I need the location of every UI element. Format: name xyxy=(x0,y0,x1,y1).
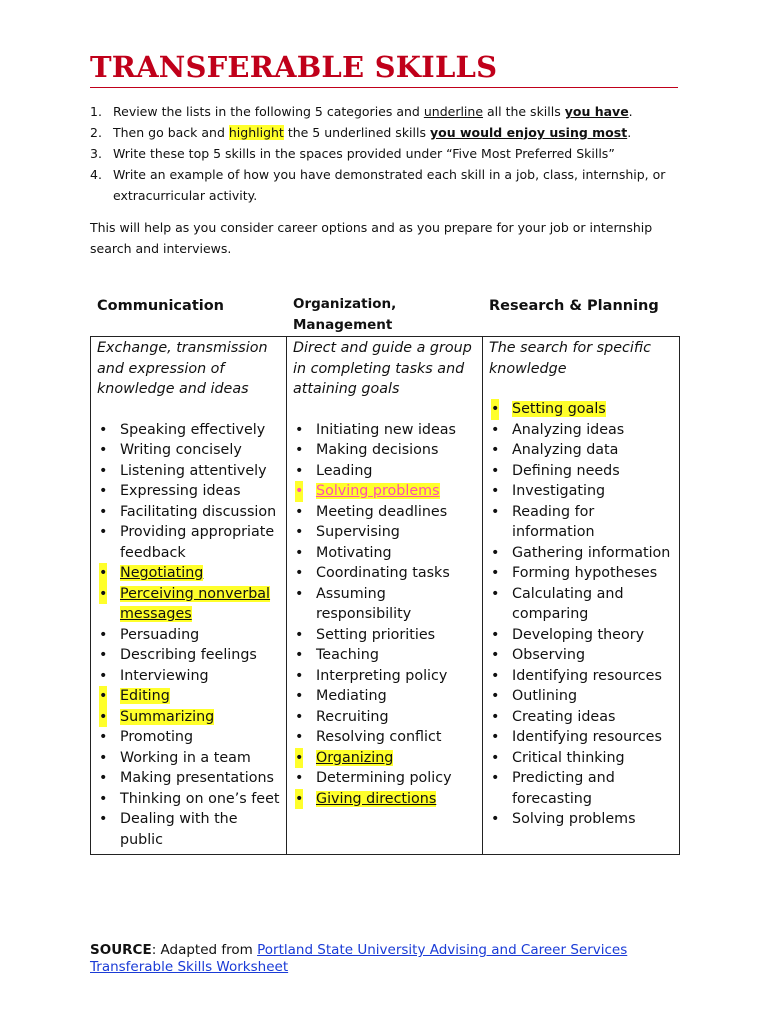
skill-label: Predicting and forecasting xyxy=(512,770,615,807)
skill-list xyxy=(489,399,675,830)
skill-label: Making presentations xyxy=(120,770,274,786)
column-organization xyxy=(287,337,483,855)
column-description: Exchange, transmission and expression of knowledge and ideas xyxy=(97,340,268,397)
skill-label: Organizing xyxy=(316,749,394,766)
skill-item xyxy=(293,440,478,461)
bullet-icon: • xyxy=(491,483,500,499)
instruction-text: highlight xyxy=(228,125,284,140)
skill-label: Analyzing data xyxy=(512,442,619,458)
skill-label: Negotiating xyxy=(120,565,204,581)
bullet-icon: • xyxy=(99,686,107,707)
bullet-icon: • xyxy=(491,708,500,725)
bullet-icon: • xyxy=(491,565,500,581)
skill-label: Making decisions xyxy=(316,442,439,458)
bullet-icon: • xyxy=(491,749,500,766)
skill-label: Critical thinking xyxy=(512,749,625,766)
bullet-icon: • xyxy=(295,421,304,438)
skill-item xyxy=(293,481,478,502)
skill-label: Determining policy xyxy=(316,770,452,786)
skill-item xyxy=(97,461,282,482)
bullet-icon: • xyxy=(295,524,304,540)
bullet-icon: • xyxy=(295,789,303,810)
instruction-number: 2. xyxy=(90,125,102,140)
skill-label: Setting priorities xyxy=(316,626,436,643)
bullet-icon: • xyxy=(491,503,500,520)
bullet-icon: • xyxy=(99,749,108,766)
skill-item xyxy=(97,440,282,461)
skill-label: Speaking effectively xyxy=(120,421,266,438)
skill-label: Interviewing xyxy=(120,667,209,684)
skill-item xyxy=(97,686,282,707)
source-text: : Adapted from xyxy=(151,942,258,958)
skill-item xyxy=(489,399,675,420)
skill-item xyxy=(293,768,478,789)
bullet-icon: • xyxy=(99,626,108,643)
skill-label: Initiating new ideas xyxy=(316,421,456,438)
bullet-icon: • xyxy=(99,647,108,663)
bullet-icon: • xyxy=(491,647,500,663)
skill-item xyxy=(97,584,282,625)
bullet-icon: • xyxy=(491,399,499,420)
skill-item xyxy=(489,768,675,809)
column-description: Direct and guide a group in completing tasks and attaining goals xyxy=(293,340,472,397)
skill-item xyxy=(293,461,478,482)
skill-item xyxy=(293,563,478,584)
instruction-item xyxy=(90,164,680,206)
bullet-icon: • xyxy=(491,442,500,458)
skill-item xyxy=(489,584,675,625)
bullet-icon: • xyxy=(99,584,107,605)
skill-label: Summarizing xyxy=(120,708,215,725)
skill-list xyxy=(293,420,478,810)
skill-label: Expressing ideas xyxy=(120,483,241,499)
bullet-icon: • xyxy=(295,688,304,704)
skill-label: Coordinating tasks xyxy=(316,565,450,581)
skill-item xyxy=(97,502,282,523)
bullet-icon: • xyxy=(491,626,500,643)
bullet-icon: • xyxy=(99,770,108,786)
bullet-icon: • xyxy=(99,790,108,807)
instruction-text: Write an example of how you have demonstrated each skill in a job, class, internship, or extracurricular activity. xyxy=(113,167,666,203)
source-link[interactable]: Portland State University Advising and Career Services Transferable Skills Worksheet xyxy=(90,942,628,975)
skill-label: Working in a team xyxy=(120,749,251,766)
bullet-icon: • xyxy=(295,770,304,786)
skill-item xyxy=(97,563,282,584)
skill-label: Developing theory xyxy=(512,626,645,643)
instruction-number: 1. xyxy=(90,104,102,119)
bullet-icon: • xyxy=(99,811,108,827)
skill-label: Solving problems xyxy=(316,483,440,499)
bullet-icon: • xyxy=(295,544,304,561)
skill-label: Resolving conflict xyxy=(316,729,442,745)
skill-item xyxy=(97,707,282,728)
skills-table xyxy=(90,336,680,855)
bullet-icon: • xyxy=(295,708,304,725)
skill-label: Listening attentively xyxy=(120,462,267,479)
skill-item xyxy=(97,666,282,687)
skill-label: Mediating xyxy=(316,688,387,704)
skill-item xyxy=(293,789,478,810)
column-heading-communication: Communication xyxy=(97,298,225,314)
skill-label: Teaching xyxy=(316,647,379,663)
skill-label: Recruiting xyxy=(316,708,389,725)
skill-item xyxy=(293,645,478,666)
bullet-icon: • xyxy=(491,421,500,438)
instruction-text: Write these top 5 skills in the spaces provided under “Five Most Preferred Skills” xyxy=(113,146,615,161)
skill-label: Assuming responsibility xyxy=(316,585,412,622)
bullet-icon: • xyxy=(295,585,304,602)
skill-label: Describing feelings xyxy=(120,647,257,663)
bullet-icon: • xyxy=(295,626,304,643)
skill-label: Writing concisely xyxy=(120,442,242,458)
bullet-icon: • xyxy=(99,707,107,728)
bullet-icon: • xyxy=(295,647,304,663)
skill-label: Reading for information xyxy=(512,503,595,540)
column-communication xyxy=(91,337,287,855)
instruction-number: 3. xyxy=(90,146,102,161)
bullet-icon: • xyxy=(99,563,107,584)
bullet-icon: • xyxy=(99,667,108,684)
skill-item xyxy=(489,707,675,728)
skill-label: Outlining xyxy=(512,688,578,704)
skill-item xyxy=(293,686,478,707)
instruction-text: underline xyxy=(423,104,484,119)
bullet-icon: • xyxy=(491,585,500,602)
bullet-icon: • xyxy=(295,565,304,581)
skill-label: Analyzing ideas xyxy=(512,421,625,438)
skill-item xyxy=(97,420,282,441)
skill-label: Observing xyxy=(512,647,586,663)
skill-label: Facilitating discussion xyxy=(120,503,277,520)
skill-label: Defining needs xyxy=(512,462,620,479)
skill-label: Identifying resources xyxy=(512,667,662,684)
instruction-item xyxy=(90,122,680,143)
skill-label: Meeting deadlines xyxy=(316,503,448,520)
skill-item xyxy=(293,666,478,687)
source-label: SOURCE xyxy=(90,942,152,958)
skill-list xyxy=(97,420,282,851)
bullet-icon: • xyxy=(491,462,500,479)
skill-item xyxy=(489,420,675,441)
bullet-icon: • xyxy=(295,748,303,769)
skill-item xyxy=(97,522,282,563)
skill-label: Creating ideas xyxy=(512,708,616,725)
bullet-icon: • xyxy=(491,688,500,704)
skill-label: Promoting xyxy=(120,729,194,745)
skill-item xyxy=(489,461,675,482)
column-heading-research: Research & Planning xyxy=(489,298,659,314)
bullet-icon: • xyxy=(99,462,108,479)
skill-label: Persuading xyxy=(120,626,200,643)
skill-label: Dealing with the public xyxy=(120,811,238,848)
column-research xyxy=(483,337,680,855)
skill-item xyxy=(489,686,675,707)
column-description: The search for specific knowledge xyxy=(489,340,651,377)
bullet-icon: • xyxy=(99,483,108,499)
skill-label: Solving problems xyxy=(512,811,636,827)
skill-label: Giving directions xyxy=(316,790,437,807)
instruction-item xyxy=(90,143,680,164)
skill-label: Perceiving nonverbal messages xyxy=(120,585,271,622)
skill-item xyxy=(293,502,478,523)
bullet-icon: • xyxy=(295,481,303,502)
skill-item xyxy=(97,789,282,810)
skill-item xyxy=(489,645,675,666)
skill-item xyxy=(293,748,478,769)
skill-label: Investigating xyxy=(512,483,606,499)
skill-label: Leading xyxy=(316,462,373,479)
bullet-icon: • xyxy=(295,503,304,520)
bullet-icon: • xyxy=(491,811,500,827)
instruction-number: 4. xyxy=(90,167,102,182)
bullet-icon: • xyxy=(491,544,500,561)
skill-item xyxy=(293,584,478,625)
skill-item xyxy=(97,748,282,769)
skill-item xyxy=(489,809,675,830)
bullet-icon: • xyxy=(295,462,304,479)
bullet-icon: • xyxy=(295,667,304,684)
instruction-text: you have xyxy=(564,104,629,119)
skill-label: Setting goals xyxy=(512,401,606,417)
bullet-icon: • xyxy=(295,729,304,745)
skill-label: Providing appropriate feedback xyxy=(120,524,275,561)
instruction-text: Then go back and xyxy=(113,125,229,140)
skill-label: Identifying resources xyxy=(512,729,662,745)
skill-item xyxy=(97,809,282,850)
instruction-item xyxy=(90,101,680,122)
bullet-icon: • xyxy=(295,442,304,458)
instruction-text: Review the lists in the following 5 categories and xyxy=(113,104,424,119)
skill-item xyxy=(489,727,675,748)
column-heading-organization: Organization, Management xyxy=(293,296,397,333)
skill-label: Gathering information xyxy=(512,544,671,561)
skill-item xyxy=(489,748,675,769)
skill-item xyxy=(489,666,675,687)
intro-paragraph: This will help as you consider career options and as you prepare for your job or internship search and interviews. xyxy=(90,220,653,256)
skill-label: Interpreting policy xyxy=(316,667,448,684)
skill-item xyxy=(489,440,675,461)
skill-item xyxy=(293,420,478,441)
instruction-text: the 5 underlined skills xyxy=(283,125,430,140)
bullet-icon: • xyxy=(99,524,108,540)
skill-label: Thinking on one’s feet xyxy=(120,790,280,807)
instruction-list xyxy=(90,101,680,206)
instruction-text: . xyxy=(628,104,633,119)
skill-item xyxy=(293,543,478,564)
instruction-text: . xyxy=(627,125,632,140)
skill-label: Supervising xyxy=(316,524,400,540)
skill-item xyxy=(97,768,282,789)
bullet-icon: • xyxy=(491,667,500,684)
bullet-icon: • xyxy=(99,421,108,438)
bullet-icon: • xyxy=(491,729,500,745)
skill-label: Calculating and comparing xyxy=(512,585,624,622)
skill-item xyxy=(489,481,675,502)
page-title: TRANSFERABLE SKILLS xyxy=(90,50,498,84)
bullet-icon: • xyxy=(99,729,108,745)
skill-item xyxy=(97,625,282,646)
title-rule xyxy=(90,87,678,88)
skill-item xyxy=(293,727,478,748)
skill-item xyxy=(489,502,675,543)
skill-item xyxy=(293,522,478,543)
skill-label: Motivating xyxy=(316,544,392,561)
skill-label: Editing xyxy=(120,688,170,704)
source-citation xyxy=(90,942,690,976)
skill-item xyxy=(97,645,282,666)
bullet-icon: • xyxy=(491,770,500,786)
skill-item xyxy=(97,481,282,502)
bullet-icon: • xyxy=(99,503,108,520)
skill-item xyxy=(489,543,675,564)
skill-item xyxy=(97,727,282,748)
skill-label: Forming hypotheses xyxy=(512,565,658,581)
skill-item xyxy=(293,707,478,728)
instruction-text: you would enjoy using most xyxy=(429,125,628,140)
bullet-icon: • xyxy=(99,442,108,458)
instruction-text: all the skills xyxy=(483,104,565,119)
skill-item xyxy=(489,563,675,584)
skill-item xyxy=(489,625,675,646)
skill-item xyxy=(293,625,478,646)
